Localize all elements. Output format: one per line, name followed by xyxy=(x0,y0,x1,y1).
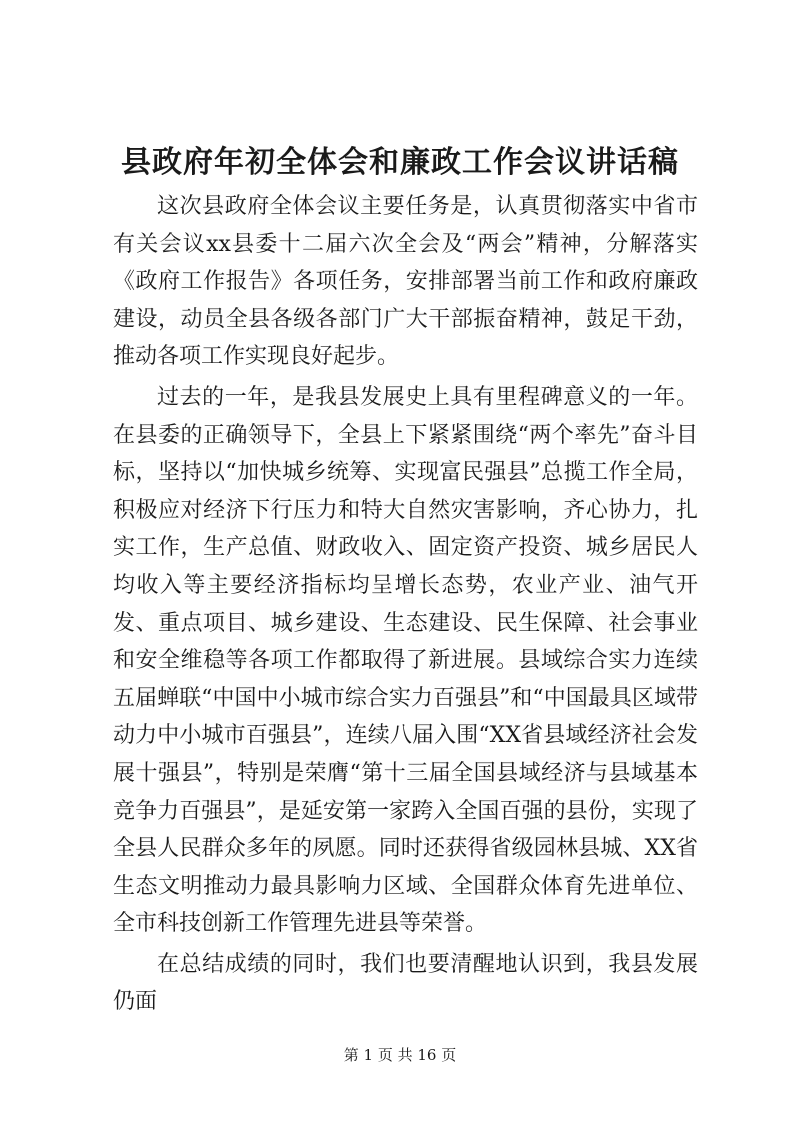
paragraph-intro: 这次县政府全体会议主要任务是，认真贯彻落实中省市有关会议xx县委十二届六次全会及“两会”精神，分解落实《政府工作报告》各项任务，安排部署当前工作和政府廉政建设，动员全县各级各部门广大干部振奋精神，鼓足干劲，推动各项工作实现良好起步。 xyxy=(113,194,698,370)
paragraph-review: 过去的一年，是我县发展史上具有里程碑意义的一年。在县委的正确领导下，全县上下紧紧围绕“两个率先”奋斗目标，坚持以“加快城乡统筹、实现富民强县”总揽工作全局，积极应对经济下行压力和特大自然灾害影响，齐心协力，扎实工作，生产总值、财政收入、固定资产投资、城乡居民人均收入等主要经济指标均呈增长态势，农业产业、油气开发、重点项目、城乡建设、生态建设、民生保障、社会事业和安全维稳等各项工作都取得了新进展。县域综合实力连续五届蝉联“中国中小城市综合实力百强县”和“中国最具区域带动力中小城市百强县”，连续八届入围“XX省县域经济社会发展十强县”，特别是荣膺“第十三届全国县域经济与县域基本竞争力百强县”，是延安第一家跨入全国百强的县份，实现了全县人民群众多年的夙愿。同时还获得省级园林县城、XX省生态文明推动力最具影响力区域、全国群众体育先进单位、全市科技创新工作管理先进县等荣誉。 xyxy=(113,384,698,937)
document-title: 县政府年初全体会和廉政工作会议讲话稿 xyxy=(121,145,679,180)
page-number-footer: 第 1 页 共 16 页 xyxy=(343,1046,457,1064)
paragraph-issues: 在总结成绩的同时，我们也要清醒地认识到，我县发展仍面 xyxy=(113,951,698,1015)
document-body xyxy=(113,188,698,1021)
